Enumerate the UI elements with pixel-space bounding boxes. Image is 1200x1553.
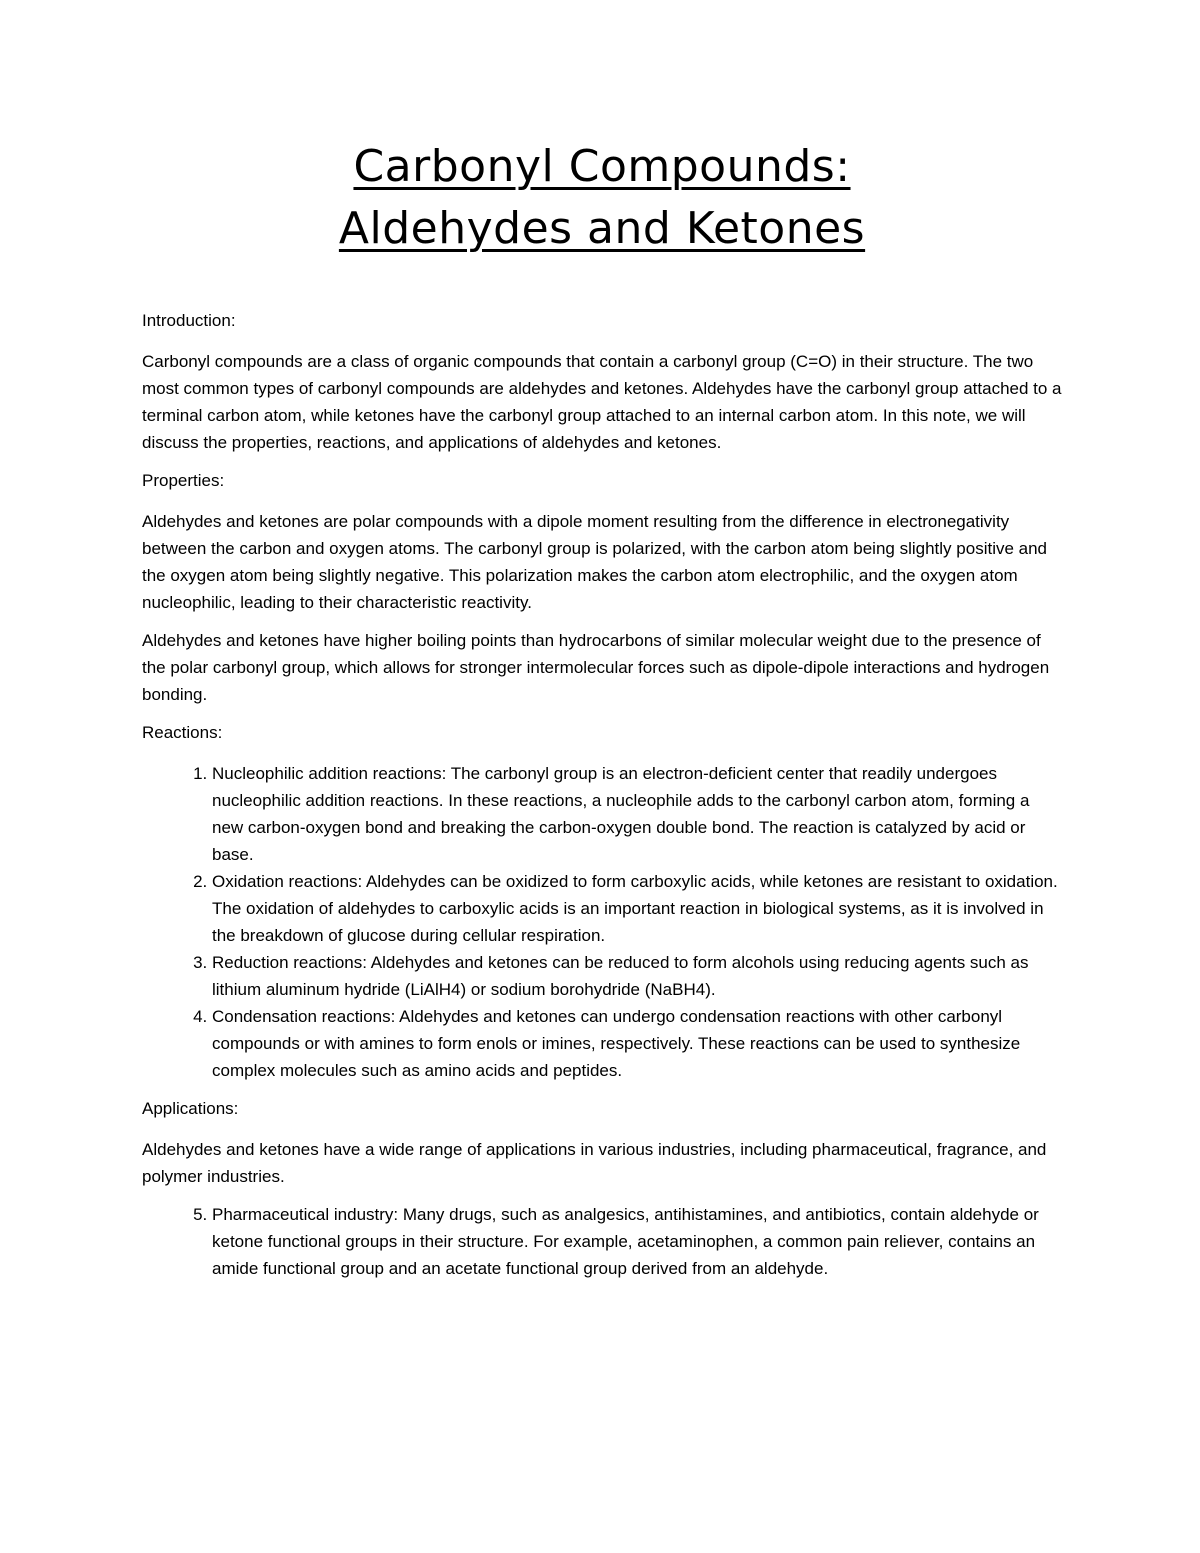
applications-heading: Applications: — [142, 1099, 239, 1118]
properties-heading: Properties: — [142, 471, 225, 490]
applications-paragraph: Aldehydes and ketones have a wide range of applications in various industries, including pharmaceutical, fragrance, and polymer industries. — [142, 1140, 1047, 1186]
properties-paragraph-2: Aldehydes and ketones have higher boiling points than hydrocarbons of similar molecular weight due to the presence of the polar carbonyl group, which allows for stronger intermolecular forces such as dipole-dipole interactions and hydrogen bonding. — [142, 631, 1050, 704]
list-item: 3. Reduction reactions: Aldehydes and ketones can be reduced to form alcohols using reducing agents such as lithium aluminum hydride (LiAlH4) or sodium borohydride (NaBH4). — [212, 949, 1062, 1003]
list-item: 5. Pharmaceutical industry: Many drugs, such as analgesics, antihistamines, and antibiotics, contain aldehyde or ketone functional groups in their structure. For example, acetaminophen, a common pain reliever, contains an amide functional group and an acetate functional group derived from an aldehyde. — [212, 1201, 1062, 1282]
list-item: 2. Oxidation reactions: Aldehydes can be oxidized to form carboxylic acids, while ketones are resistant to oxidation. The oxidation of aldehydes to carboxylic acids is an important reaction in biological systems, as it is involved in the breakdown of glucose during cellular respiration. — [212, 868, 1062, 949]
properties-paragraph-1: Aldehydes and ketones are polar compounds with a dipole moment resulting from the difference in electronegativity between the carbon and oxygen atoms. The carbonyl group is polarized, with the carbon atom being slightly positive and the oxygen atom being slightly negative. This polarization makes the carbon atom electrophilic, and the oxygen atom nucleophilic, leading to their characteristic reactivity. — [142, 512, 1048, 612]
document-title — [142, 136, 1062, 260]
applications-list — [142, 1201, 1062, 1282]
list-item: 4. Condensation reactions: Aldehydes and ketones can undergo condensation reactions with other carbonyl compounds or with amines to form enols or imines, respectively. These reactions can be used to synthesize complex molecules such as amino acids and peptides. — [212, 1003, 1062, 1084]
title-line-2: Aldehydes and Ketones — [338, 203, 866, 254]
reactions-list — [142, 760, 1062, 1084]
introduction-paragraph: Carbonyl compounds are a class of organic compounds that contain a carbonyl group (C=O) in their structure. The two most common types of carbonyl compounds are aldehydes and ketones. Aldehydes have the carbonyl group attached to a terminal carbon atom, while ketones have the carbonyl group attached to an internal carbon atom. In this note, we will discuss the properties, reactions, and applications of aldehydes and ketones. — [142, 352, 1062, 452]
document-page — [142, 136, 1062, 1293]
list-item: 1. Nucleophilic addition reactions: The carbonyl group is an electron-deficient center that readily undergoes nucleophilic addition reactions. In these reactions, a nucleophile adds to the carbonyl carbon atom, forming a new carbon-oxygen bond and breaking the carbon-oxygen double bond. The reaction is catalyzed by acid or base. — [212, 760, 1062, 868]
introduction-heading: Introduction: — [142, 311, 236, 330]
title-line-1: Carbonyl Compounds: — [353, 141, 851, 192]
reactions-heading: Reactions: — [142, 723, 223, 742]
